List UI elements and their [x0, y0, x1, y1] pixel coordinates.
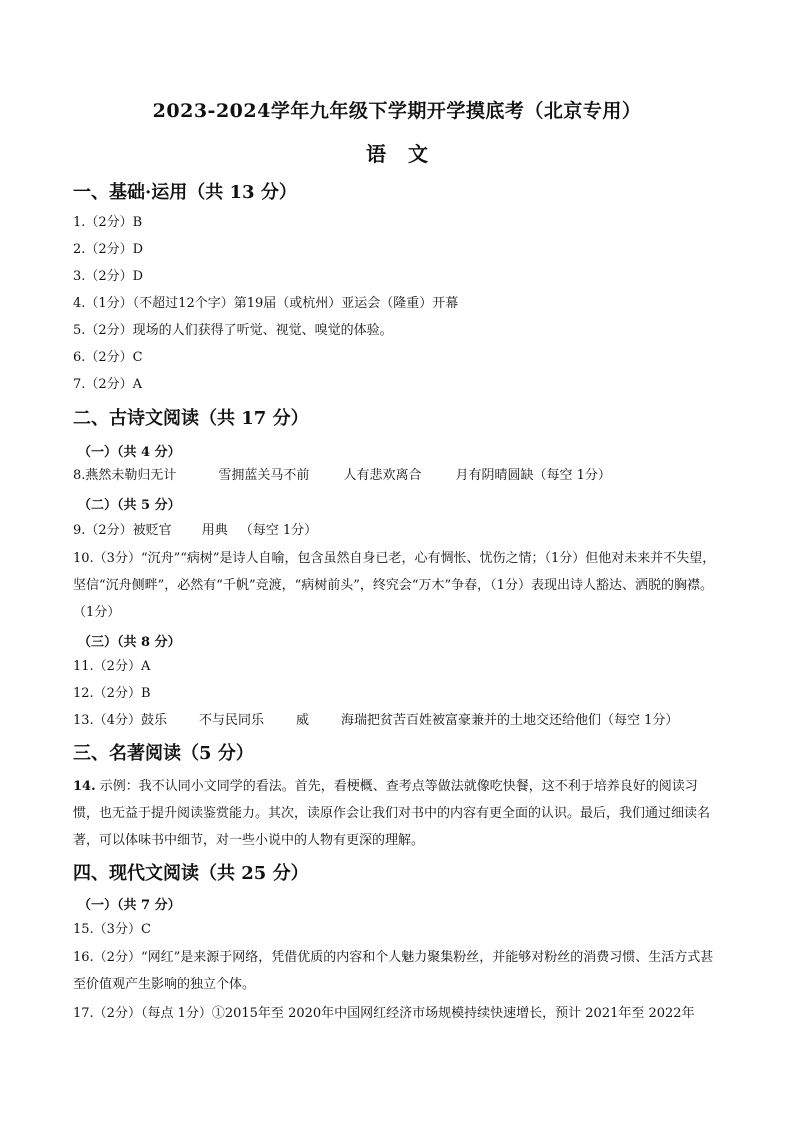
subsection-label-4-1: （一）（共 7 分） — [78, 898, 181, 913]
answer-13-blank-2: 不与民同乐 — [198, 713, 264, 728]
answer-2: 2.（2分）D — [73, 242, 144, 257]
answer-16: 16.（2分）“网红”是来源于网络，凭借优质的内容和个人魅力聚集粉丝，并能够对粉丝的消费习惯、生活方式甚至价值观产生影响的独立个体。 — [73, 950, 714, 992]
answer-9 — [73, 522, 317, 540]
answer-8-blank-3: 人有悲欢离合 — [343, 468, 422, 483]
answer-5: 5.（2分）现场的人们获得了听觉、视觉、嗅觉的体验。 — [73, 323, 393, 338]
subsection-label-2: （二）（共 5 分） — [78, 498, 181, 513]
answer-12: 12.（2分）B — [73, 686, 151, 701]
answer-8-number: 8. — [73, 468, 86, 483]
section-heading-classical: 二、古诗文阅读（共 17 分） — [73, 408, 309, 429]
subject-title: 语文 — [366, 142, 450, 166]
answer-3: 3.（2分）D — [73, 269, 144, 284]
answer-15: 15.（3分）C — [73, 922, 151, 937]
document-title: 2023-2024学年九年级下学期开学摸底考（北京专用） — [152, 100, 642, 122]
subsection-label-1: （一）（共 4 分） — [78, 445, 181, 460]
answer-9-note: （每空 1分） — [239, 523, 318, 538]
subsection-label-3: （三）（共 8 分） — [78, 635, 181, 650]
answer-8-blank-4: 月有阴晴圆缺（每空 1分） — [455, 468, 611, 483]
answer-13-blank-3: 威 — [295, 713, 309, 728]
answer-13-blank-4: 海瑞把贫苦百姓被富豪兼并的土地交还给他们（每空 1分） — [340, 713, 679, 728]
answer-14 — [73, 773, 723, 854]
answer-14-text: 示例：我不认同小文同学的看法。首先，看梗概、查考点等做法就像吃快餐，这不利于培养良好的阅读习惯，也无益于提升阅读鉴赏能力。其次，读原作会让我们对书中的内容有更全面的认识。最后，我们通过细读名著，可以体味书中细节，对一些小说中的人物有更深的理解。 — [73, 779, 711, 848]
answer-17: 17.（2分）（每点 1分）①2015年至 2020年中国网红经济市场规模持续快速增长，预计 2021年至 2022年 — [73, 1006, 695, 1021]
answer-13 — [73, 712, 678, 730]
answer-6: 6.（2分）C — [73, 350, 143, 365]
answer-1: 1.（2分）B — [73, 215, 143, 230]
answer-8 — [73, 467, 611, 485]
answer-9-blank-2: 用典 — [201, 523, 228, 538]
section-heading-modern: 四、现代文阅读（共 25 分） — [73, 863, 309, 884]
answer-10: 10.（3分）“沉舟”“病树”是诗人自喻，包含虽然自身已老，心有惆怅、忧伤之情；（1分）但他对未来并不失望，坚信“沉舟侧畔”，必然有“千帆”竞渡，“病树前头”，终究会“万木”争春，（1分）表现出诗人豁达、洒脱的胸襟。（1分） — [73, 551, 716, 620]
answer-13-blank-1: 13.（4分）鼓乐 — [73, 713, 167, 728]
answer-11: 11.（2分）A — [73, 659, 151, 674]
answer-9-blank-1: 9.（2分）被贬官 — [73, 523, 172, 538]
answer-14-number: 14. — [73, 779, 96, 794]
section-heading-classics: 三、名著阅读（5 分） — [73, 743, 254, 764]
answer-8-blank-1: 燕然未勒归无计 — [85, 468, 177, 483]
answer-4: 4.（1分）（不超过12个字）第19届（或杭州）亚运会（隆重）开幕 — [73, 296, 459, 311]
answer-7: 7.（2分）A — [73, 377, 143, 392]
section-heading-basics: 一、基础·运用（共 13 分） — [73, 182, 297, 203]
answer-8-blank-2: 雪拥蓝关马不前 — [218, 468, 310, 483]
